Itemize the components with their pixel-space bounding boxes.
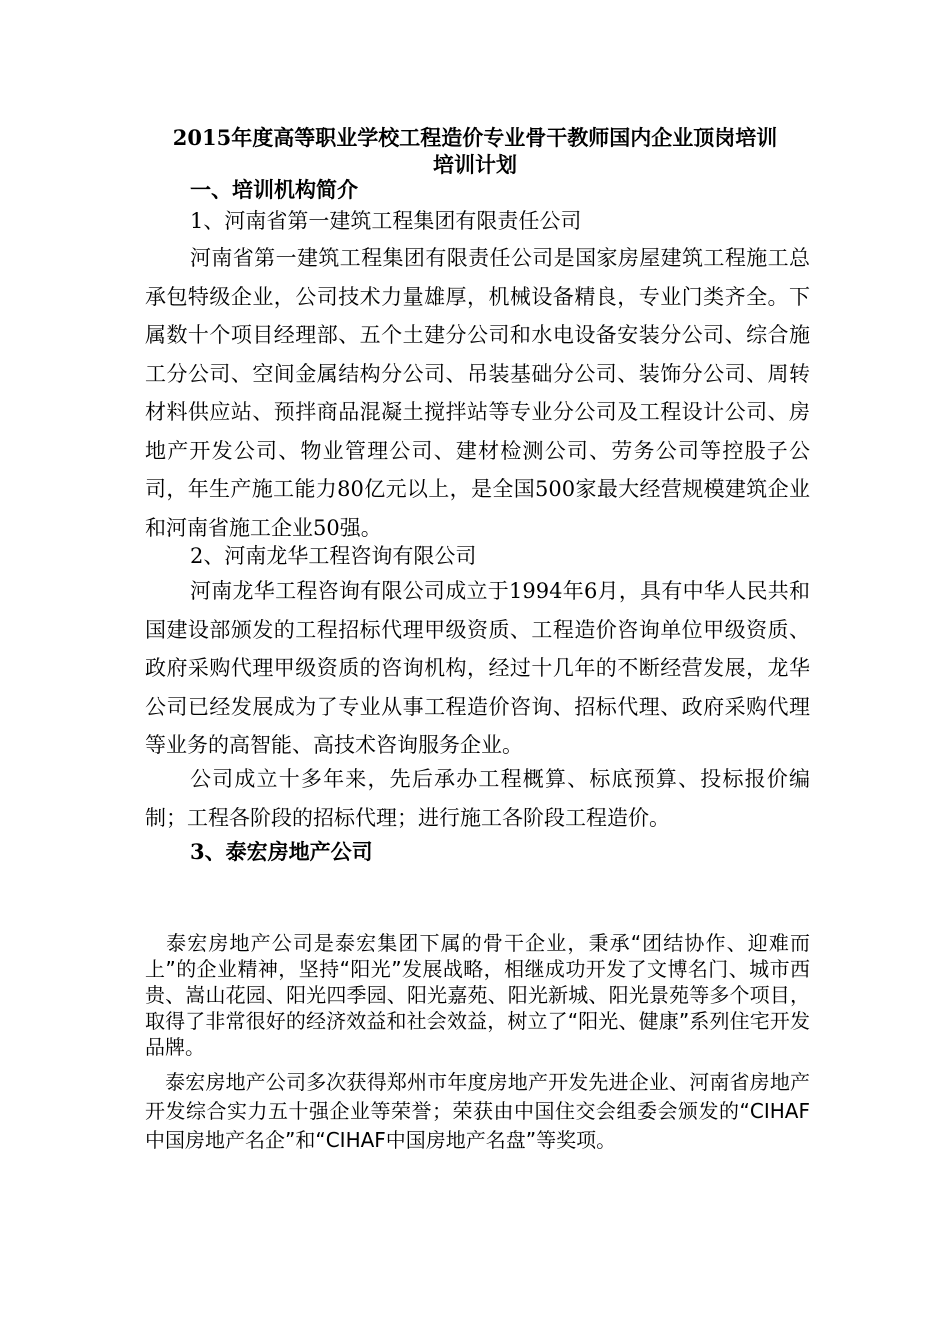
org1-heading: 1、河南省第一建筑工程集团有限责任公司 (190, 209, 582, 233)
org2-paragraph1: 河南龙华工程咨询有限公司成立于1994年6月，具有中华人民共和国建设部颁发的工程招标代理甲级资质、工程造价咨询单位甲级资质、政府采购代理甲级资质的咨询机构，经过十几年的不断经营发展，龙华公司已经发展成为了专业从事工程造价咨询、招标代理、政府采购代理等业务的高智能、高技术咨询服务企业。 (145, 579, 810, 757)
org3-paragraph1-text: 泰宏房地产公司是泰宏集团下属的骨干企业，秉承“团结协作、迎难而上”的企业精神，坚持“阳光”发展战略，相继成功开发了文博名门、城市西贵、嵩山花园、阳光四季园、阳光嘉苑、阳光新城、阳光景苑等多个项目，取得了非常很好的经济效益和社会效益，树立了“阳光、健康”系列住宅开发品牌。 (145, 931, 810, 1059)
document-title-line1: 2015年度高等职业学校工程造价专业骨干教师国内企业顶岗培训 (172, 125, 778, 150)
org3-heading: 3、泰宏房地产公司 (190, 839, 373, 864)
org3-paragraph2-text: 泰宏房地产公司多次获得郑州市年度房地产开发先进企业、河南省房地产开发综合实力五十强企业等荣誉；荣获由中国住交会组委会颁发的“CIHAF中国房地产名企”和“CIHAF中国房地产名盘”等奖项。 (145, 1070, 810, 1152)
org3-paragraph1 (145, 930, 810, 1060)
org2-paragraph2: 公司成立十多年来，先后承办工程概算、标底预算、投标报价编制；工程各阶段的招标代理；进行施工各阶段工程造价。 (145, 767, 810, 830)
org1-paragraph: 河南省第一建筑工程集团有限责任公司是国家房屋建筑工程施工总承包特级企业，公司技术力量雄厚，机械设备精良，专业门类齐全。下属数十个项目经理部、五个土建分公司和水电设备安装分公司、综合施工分公司、空间金属结构分公司、吊装基础分公司、装饰分公司、周转材料供应站、预拌商品混凝土搅拌站等专业分公司及工程设计公司、房地产开发公司、物业管理公司、建材检测公司、劳务公司等控股子公司，年生产施工能力80亿元以上，是全国500家最大经营规模建筑企业和河南省施工企业50强。 (145, 246, 810, 540)
section1-heading: 一、培训机构简介 (190, 177, 358, 202)
org2-heading: 2、河南龙华工程咨询有限公司 (190, 544, 477, 568)
document-title-line2: 培训计划 (433, 152, 517, 177)
org3-paragraph2 (145, 1068, 810, 1155)
